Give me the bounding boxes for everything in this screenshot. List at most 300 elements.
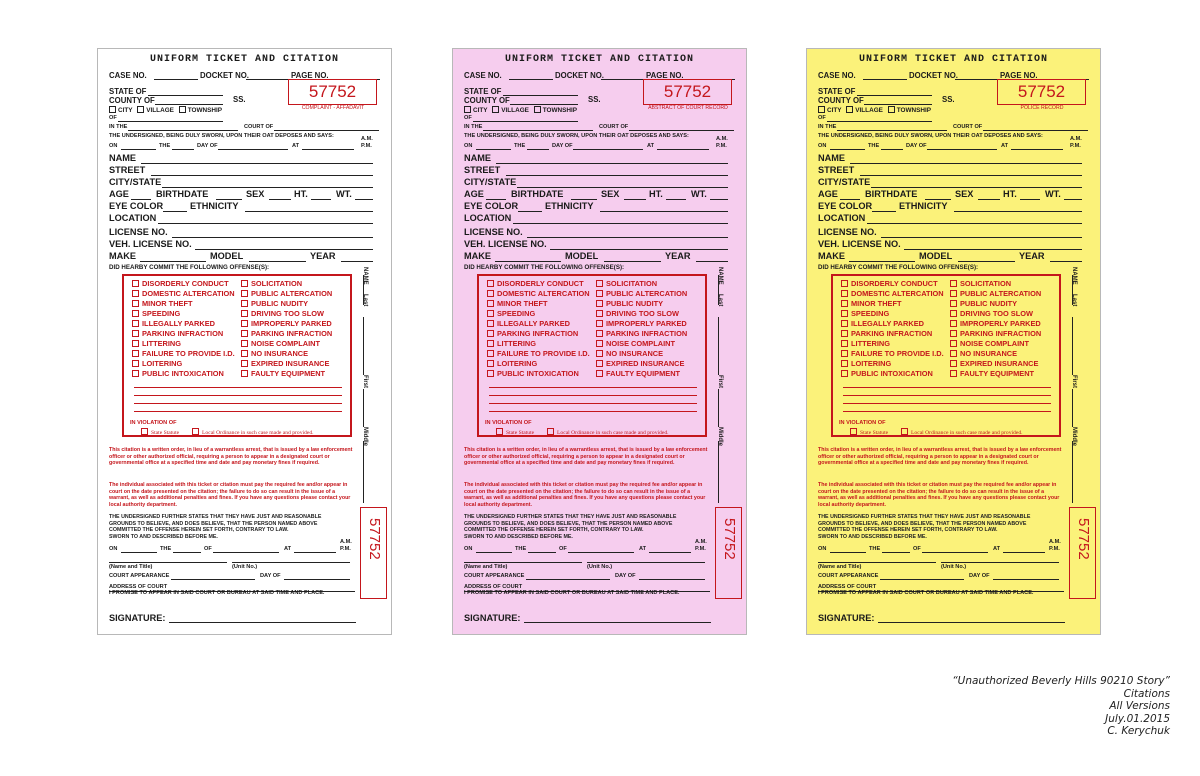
docket-no-label: DOCKET NO. — [555, 71, 604, 80]
offense-option[interactable] — [487, 319, 570, 328]
offense-label: LOITERING — [497, 359, 538, 368]
signature-line[interactable] — [878, 622, 1065, 623]
offense-label: MINOR THEFT — [851, 299, 902, 308]
payment-notice: The individual associated with this ticket or citation must pay the required fee and/or appear in court on the date presented on the citation; the failure to do so can result in the issue of a warrant, as well as additional penalties and fines. If you have any questions please contact your local authority department. — [818, 482, 1060, 509]
in-violation-of-label: IN VIOLATION OF — [130, 420, 177, 426]
name-title-label: (Name and Title) — [109, 564, 153, 570]
make-label: MAKE — [818, 251, 846, 261]
name-title-label: (Name and Title) — [818, 564, 862, 570]
offense-option[interactable] — [596, 349, 663, 358]
offense-label: MINOR THEFT — [497, 299, 548, 308]
offense-checkbox[interactable] — [841, 340, 848, 347]
offense-option[interactable] — [950, 329, 1041, 338]
signature-label: SIGNATURE: — [464, 613, 521, 623]
offense-checkbox[interactable] — [487, 340, 494, 347]
offense-option[interactable] — [841, 369, 933, 378]
offense-option[interactable] — [841, 359, 891, 368]
at-label-2: AT — [993, 546, 1001, 552]
offense-option[interactable] — [241, 369, 325, 378]
village-checkbox[interactable] — [846, 106, 853, 113]
township-checkbox[interactable] — [888, 106, 895, 113]
offense-label: PARKING INFRACTION — [251, 329, 333, 338]
offense-checkbox[interactable] — [841, 300, 848, 307]
offense-label: DRIVING TOO SLOW — [960, 309, 1033, 318]
offense-label: LITTERING — [142, 339, 182, 348]
sworn-before-label: SWORN TO AND DESCRIBED BEFORE ME. — [464, 534, 573, 540]
middle-name-label: Middle — [1071, 427, 1077, 446]
offense-label: NOISE COMPLAINT — [960, 339, 1029, 348]
offense-checkbox[interactable] — [950, 340, 957, 347]
copy-type-label: ABSTRACT OF COURT RECORD — [648, 105, 728, 111]
offense-option[interactable] — [841, 319, 924, 328]
offense-option[interactable] — [487, 339, 536, 348]
offense-checkbox[interactable] — [132, 340, 139, 347]
make-label: MAKE — [464, 251, 492, 261]
offense-option[interactable] — [950, 319, 1041, 328]
offense-option[interactable] — [132, 349, 235, 358]
local-ordinance-option[interactable]: Local Ordinance in such case made and provided. — [192, 428, 314, 437]
jurisdiction-checkboxes: CITY VILLAGE TOWNSHIP — [464, 106, 577, 114]
stub-number: 57752 — [721, 518, 738, 560]
offense-option[interactable] — [132, 309, 180, 318]
offense-checkbox[interactable] — [487, 310, 494, 317]
offense-option[interactable] — [950, 289, 1041, 298]
local-ordinance-option[interactable]: Local Ordinance in such case made and provided. — [901, 428, 1023, 437]
offense-checkbox[interactable] — [950, 280, 957, 287]
offense-checkbox[interactable] — [841, 320, 848, 327]
offense-checkbox[interactable] — [950, 290, 957, 297]
offense-label: EXPIRED INSURANCE — [960, 359, 1039, 368]
offense-label: PUBLIC NUDITY — [960, 299, 1018, 308]
local-ordinance-option[interactable]: Local Ordinance in such case made and provided. — [547, 428, 669, 437]
ht-label: HT. — [1003, 189, 1017, 199]
day-of-label-2: DAY OF — [969, 573, 990, 579]
court-of-label: COURT OF — [599, 124, 629, 130]
unit-no-label: (Unit No.) — [232, 564, 258, 570]
offense-checkbox[interactable] — [950, 300, 957, 307]
offense-label: DRIVING TOO SLOW — [251, 309, 324, 318]
city-checkbox[interactable] — [818, 106, 825, 113]
offense-option[interactable] — [241, 299, 308, 308]
birthdate-label: BIRTHDATE — [156, 189, 209, 199]
offense-option[interactable] — [132, 299, 193, 308]
eye-color-label: EYE COLOR — [109, 201, 164, 211]
offense-checkbox[interactable] — [841, 360, 848, 367]
offense-option[interactable] — [487, 299, 548, 308]
citation-stub — [360, 507, 387, 599]
license-no-label: LICENSE NO. — [818, 227, 877, 237]
name-side-label: NAME — [717, 267, 723, 285]
offense-label: EXPIRED INSURANCE — [606, 359, 685, 368]
offense-label: PARKING INFRACTION — [851, 329, 933, 338]
payment-notice: The individual associated with this ticket or citation must pay the required fee and/or appear in court on the date presented on the citation; the failure to do so can result in the issue of a warrant, as well as additional penalties and fines. If you have any questions please contact your local authority department. — [109, 482, 351, 509]
offenses-box — [477, 274, 707, 437]
offense-option[interactable] — [487, 289, 590, 298]
offense-checkbox[interactable] — [241, 290, 248, 297]
offense-checkbox[interactable] — [132, 300, 139, 307]
offense-option[interactable] — [241, 289, 332, 298]
caption-date: July.01.2015 — [1105, 712, 1170, 725]
sex-label: SEX — [955, 189, 974, 199]
offense-checkbox[interactable] — [487, 360, 494, 367]
offense-checkbox[interactable] — [841, 280, 848, 287]
year-label: YEAR — [310, 251, 336, 261]
offense-option[interactable] — [841, 289, 944, 298]
jurisdiction-checkboxes: CITY VILLAGE TOWNSHIP — [109, 106, 222, 114]
the-label: THE — [868, 143, 880, 149]
in-violation-of-label: IN VIOLATION OF — [485, 420, 532, 426]
offense-heading: DID HEARBY COMMIT THE FOLLOWING OFFENSE(S): — [818, 264, 979, 271]
offense-checkbox[interactable] — [596, 350, 603, 357]
name-label: NAME — [109, 153, 137, 163]
first-name-label: First — [362, 375, 368, 389]
offense-label: ILLEGALLY PARKED — [497, 319, 570, 328]
case-no-label: CASE NO. — [109, 71, 147, 80]
offense-option[interactable] — [950, 279, 1011, 288]
offense-option[interactable] — [596, 329, 687, 338]
offense-option[interactable] — [596, 369, 680, 378]
offense-option[interactable] — [950, 349, 1017, 358]
at-label-2: AT — [639, 546, 647, 552]
pm-label: P.M. — [361, 143, 372, 149]
offense-checkbox[interactable] — [241, 330, 248, 337]
offense-option[interactable] — [841, 329, 932, 338]
offense-option[interactable] — [487, 359, 537, 368]
name-label: NAME — [464, 153, 492, 163]
last-name-label: Last — [717, 294, 723, 307]
last-name-label: Last — [1071, 294, 1077, 307]
veh-license-no-label: VEH. LICENSE NO. — [109, 239, 192, 249]
offense-checkbox[interactable] — [950, 370, 957, 377]
offense-option[interactable] — [841, 349, 944, 358]
in-the-label: IN THE — [818, 124, 837, 130]
court-of-label: COURT OF — [244, 124, 274, 130]
county-of-label: COUNTY OF — [464, 96, 510, 105]
offense-checkbox[interactable] — [241, 310, 248, 317]
offense-option[interactable] — [132, 289, 235, 298]
year-label: YEAR — [665, 251, 691, 261]
offense-checkbox[interactable] — [596, 320, 603, 327]
wt-label: WT. — [691, 189, 707, 199]
sex-label: SEX — [246, 189, 265, 199]
offense-checkbox[interactable] — [596, 340, 603, 347]
offense-checkbox[interactable] — [241, 360, 248, 367]
offense-label: ILLEGALLY PARKED — [851, 319, 924, 328]
offense-checkbox[interactable] — [841, 330, 848, 337]
at-label: AT — [1001, 143, 1009, 149]
offense-label: LOITERING — [142, 359, 183, 368]
name-label: NAME — [818, 153, 846, 163]
citation-ticket-2 — [452, 48, 747, 635]
village-checkbox[interactable] — [137, 106, 144, 113]
offense-label: FAILURE TO PROVIDE I.D. — [497, 349, 590, 358]
offense-checkbox[interactable] — [132, 280, 139, 287]
offense-checkbox[interactable] — [950, 320, 957, 327]
offense-checkbox[interactable] — [596, 290, 603, 297]
citation-notice: This citation is a written order, in lieu of a warrantless arrest, that is issued by a law enforcement officer or other authorized official, requiring a person to appear in a designated court or governmental office at a specified time and date and pay monetary fines if required. — [818, 447, 1062, 467]
street-label: STREET — [818, 165, 855, 175]
offense-option[interactable] — [596, 319, 687, 328]
offense-checkbox[interactable] — [596, 280, 603, 287]
offense-option[interactable] — [950, 339, 1029, 348]
veh-license-no-label: VEH. LICENSE NO. — [464, 239, 547, 249]
offense-label: PARKING INFRACTION — [142, 329, 224, 338]
page-no-label: PAGE NO. — [291, 71, 329, 80]
offense-option[interactable] — [241, 279, 302, 288]
street-label: STREET — [109, 165, 146, 175]
offense-option[interactable] — [132, 359, 182, 368]
signature-line[interactable] — [169, 622, 356, 623]
offense-option[interactable] — [241, 349, 308, 358]
offense-checkbox[interactable] — [132, 290, 139, 297]
offense-label: PUBLIC INTOXICATION — [497, 369, 579, 378]
state-of-label: STATE OF — [818, 87, 856, 96]
township-checkbox[interactable] — [534, 106, 541, 113]
sex-label: SEX — [601, 189, 620, 199]
in-the-label: IN THE — [109, 124, 128, 130]
offense-checkbox[interactable] — [841, 370, 848, 377]
name-title-label: (Name and Title) — [464, 564, 508, 570]
location-label: LOCATION — [109, 213, 157, 223]
offense-option[interactable] — [487, 309, 535, 318]
offense-option[interactable] — [487, 369, 579, 378]
offense-label: NO INSURANCE — [251, 349, 309, 358]
offense-label: DISORDERLY CONDUCT — [851, 279, 938, 288]
offense-checkbox[interactable] — [487, 300, 494, 307]
license-no-label: LICENSE NO. — [109, 227, 168, 237]
city-checkbox[interactable] — [464, 106, 471, 113]
offense-option[interactable] — [596, 309, 679, 318]
offense-label: SPEEDING — [497, 309, 536, 318]
offense-checkbox[interactable] — [841, 290, 848, 297]
model-label: MODEL — [210, 251, 244, 261]
offense-checkbox[interactable] — [596, 360, 603, 367]
am-label-2: A.M. — [1049, 539, 1061, 545]
make-label: MAKE — [109, 251, 137, 261]
offense-checkbox[interactable] — [950, 330, 957, 337]
offense-option[interactable] — [241, 359, 329, 368]
offense-option[interactable] — [241, 329, 332, 338]
offense-option[interactable] — [841, 299, 902, 308]
offense-label: SOLICITATION — [251, 279, 303, 288]
offense-checkbox[interactable] — [487, 280, 494, 287]
offense-option[interactable] — [950, 369, 1034, 378]
offense-option[interactable] — [132, 279, 229, 288]
name-side-label: NAME — [1071, 267, 1077, 285]
offense-option[interactable] — [241, 319, 332, 328]
citation-notice: This citation is a written order, in lieu of a warrantless arrest, that is issued by a law enforcement officer or other authorized official, requiring a person to appear in a designated court or governmental office at a specified time and date and pay monetary fines if required. — [464, 447, 708, 467]
sworn-before-label: SWORN TO AND DESCRIBED BEFORE ME. — [109, 534, 218, 540]
pm-label-2: P.M. — [695, 546, 706, 552]
offense-option[interactable] — [132, 329, 223, 338]
further-statement: THE UNDERSIGNED FURTHER STATES THAT THEY HAVE JUST AND REASONABLE GROUNDS TO BELIEVE, AND DOES BELIEVE, THAT THE PERSON NAMED ABOVE COMMITTED THE OFFENSE HEREIN SET FORTH, CONTRARY TO LAW. — [109, 514, 322, 534]
offense-checkbox[interactable] — [487, 350, 494, 357]
offense-label: EXPIRED INSURANCE — [251, 359, 330, 368]
state-of-label: STATE OF — [464, 87, 502, 96]
caption-versions: All Versions — [1109, 700, 1170, 712]
offense-option[interactable] — [950, 299, 1017, 308]
offense-checkbox[interactable] — [950, 310, 957, 317]
offense-option[interactable] — [241, 309, 324, 318]
page-no-label: PAGE NO. — [646, 71, 684, 80]
offense-checkbox[interactable] — [950, 350, 957, 357]
offense-checkbox[interactable] — [241, 350, 248, 357]
age-label: AGE — [818, 189, 838, 199]
day-of-label: DAY OF — [197, 143, 218, 149]
location-label: LOCATION — [818, 213, 866, 223]
first-name-label: First — [717, 375, 723, 389]
offense-checkbox[interactable] — [241, 370, 248, 377]
county-of-label: COUNTY OF — [109, 96, 155, 105]
offense-label: FAILURE TO PROVIDE I.D. — [142, 349, 235, 358]
offense-checkbox[interactable] — [596, 370, 603, 377]
offense-checkbox[interactable] — [841, 310, 848, 317]
state-statute-option[interactable]: State Statute — [141, 428, 179, 437]
court-appearance-label: COURT APPEARANCE — [464, 573, 525, 579]
offense-label: FAILURE TO PROVIDE I.D. — [851, 349, 944, 358]
offense-option[interactable] — [596, 279, 657, 288]
offense-checkbox[interactable] — [487, 290, 494, 297]
copy-type-label: COMPLAINT - AFFADAVIT — [301, 105, 365, 111]
offense-option[interactable] — [487, 329, 578, 338]
page-no-label: PAGE NO. — [1000, 71, 1038, 80]
offense-checkbox[interactable] — [487, 330, 494, 337]
offense-option[interactable] — [841, 339, 890, 348]
offense-label: FAULTY EQUIPMENT — [606, 369, 681, 378]
township-checkbox[interactable] — [179, 106, 186, 113]
offense-checkbox[interactable] — [241, 280, 248, 287]
am-label-2: A.M. — [340, 539, 352, 545]
further-statement: THE UNDERSIGNED FURTHER STATES THAT THEY HAVE JUST AND REASONABLE GROUNDS TO BELIEVE, AND DOES BELIEVE, THAT THE PERSON NAMED ABOVE COMMITTED THE OFFENSE HEREIN SET FORTH, CONTRARY TO LAW. — [818, 514, 1031, 534]
court-appearance-label: COURT APPEARANCE — [109, 573, 170, 579]
pm-label-2: P.M. — [340, 546, 351, 552]
the-label-2: THE — [869, 546, 881, 552]
state-statute-option[interactable]: State Statute — [850, 428, 888, 437]
of-label-2: OF — [204, 546, 212, 552]
docket-no-label: DOCKET NO. — [200, 71, 249, 80]
caption-subject: Citations — [1123, 687, 1170, 700]
the-label-2: THE — [515, 546, 527, 552]
day-of-label-2: DAY OF — [615, 573, 636, 579]
offense-checkbox[interactable] — [132, 320, 139, 327]
offense-option[interactable] — [132, 319, 215, 328]
offense-label: PARKING INFRACTION — [606, 329, 688, 338]
offense-label: LITTERING — [851, 339, 891, 348]
name-side-label: NAME — [362, 267, 368, 285]
court-of-label: COURT OF — [953, 124, 983, 130]
offense-checkbox[interactable] — [132, 330, 139, 337]
case-no-label: CASE NO. — [464, 71, 502, 80]
offense-label: PUBLIC INTOXICATION — [851, 369, 933, 378]
offense-label: PUBLIC NUDITY — [251, 299, 309, 308]
model-label: MODEL — [565, 251, 599, 261]
first-name-label: First — [1071, 375, 1077, 389]
offense-label: PARKING INFRACTION — [960, 329, 1042, 338]
offense-label: DISORDERLY CONDUCT — [497, 279, 584, 288]
age-label: AGE — [109, 189, 129, 199]
offense-label: IMPROPERLY PARKED — [251, 319, 332, 328]
address-of-court-label: ADDRESS OF COURT — [464, 584, 523, 590]
citation-stub — [1069, 507, 1096, 599]
offense-option[interactable] — [241, 339, 320, 348]
pm-label: P.M. — [716, 143, 727, 149]
offense-checkbox[interactable] — [132, 350, 139, 357]
ethnicity-label: ETHNICITY — [190, 201, 239, 211]
day-of-label: DAY OF — [906, 143, 927, 149]
offense-option[interactable] — [950, 309, 1033, 318]
offense-label: PARKING INFRACTION — [497, 329, 579, 338]
offense-checkbox[interactable] — [241, 340, 248, 347]
offense-checkbox[interactable] — [241, 300, 248, 307]
city-checkbox[interactable] — [109, 106, 116, 113]
offense-checkbox[interactable] — [596, 310, 603, 317]
offense-checkbox[interactable] — [132, 310, 139, 317]
offense-option[interactable] — [596, 339, 675, 348]
city-state-label: CITY/STATE — [109, 177, 162, 187]
sworn-statement: THE UNDERSIGNED, BEING DULY SWORN, UPON THEIR OAT DEPOSES AND SAYS: — [818, 133, 1043, 139]
last-name-label: Last — [362, 294, 368, 307]
city-state-label: CITY/STATE — [464, 177, 517, 187]
citation-notice: This citation is a written order, in lieu of a warrantless arrest, that is issued by a law enforcement officer or other authorized official, requiring a person to appear in a designated court or governmental office at a specified time and date and pay monetary fines if required. — [109, 447, 353, 467]
offense-option[interactable] — [596, 299, 663, 308]
wt-label: WT. — [336, 189, 352, 199]
offense-checkbox[interactable] — [950, 360, 957, 367]
offense-checkbox[interactable] — [596, 330, 603, 337]
jurisdiction-checkboxes: CITY VILLAGE TOWNSHIP — [818, 106, 931, 114]
on-label: ON — [109, 143, 118, 149]
offense-option[interactable] — [596, 289, 687, 298]
offense-option[interactable] — [841, 279, 938, 288]
offense-heading: DID HEARBY COMMIT THE FOLLOWING OFFENSE(S): — [109, 264, 270, 271]
state-statute-option[interactable]: State Statute — [496, 428, 534, 437]
offense-checkbox[interactable] — [841, 350, 848, 357]
copy-type-label: POLICE RECORD — [1020, 105, 1064, 111]
offense-option[interactable] — [487, 349, 590, 358]
address-of-court-label: ADDRESS OF COURT — [818, 584, 877, 590]
offense-checkbox[interactable] — [132, 360, 139, 367]
offense-option[interactable] — [596, 359, 684, 368]
offense-option[interactable] — [132, 339, 181, 348]
day-of-label: DAY OF — [552, 143, 573, 149]
am-label-2: A.M. — [695, 539, 707, 545]
caption-author: C. Kerychuk — [1107, 725, 1170, 737]
offense-checkbox[interactable] — [241, 320, 248, 327]
offense-label: MINOR THEFT — [142, 299, 193, 308]
on-label-2: ON — [818, 546, 827, 552]
offense-label: NO INSURANCE — [606, 349, 664, 358]
offense-option[interactable] — [841, 309, 889, 318]
license-no-label: LICENSE NO. — [464, 227, 523, 237]
offense-checkbox[interactable] — [487, 320, 494, 327]
eye-color-label: EYE COLOR — [464, 201, 519, 211]
offense-option[interactable] — [132, 369, 224, 378]
offense-option[interactable] — [487, 279, 584, 288]
ticket-title: UNIFORM TICKET AND CITATION — [858, 54, 1049, 65]
signature-line[interactable] — [524, 622, 711, 623]
ss-label: SS. — [942, 95, 955, 104]
village-checkbox[interactable] — [492, 106, 499, 113]
offense-checkbox[interactable] — [487, 370, 494, 377]
offense-checkbox[interactable] — [132, 370, 139, 377]
offense-checkbox[interactable] — [596, 300, 603, 307]
street-label: STREET — [464, 165, 501, 175]
of-label-2: OF — [559, 546, 567, 552]
address-of-court-label: ADDRESS OF COURT — [109, 584, 168, 590]
offense-option[interactable] — [950, 359, 1038, 368]
offense-label: PUBLIC ALTERCATION — [960, 289, 1042, 298]
ss-label: SS. — [588, 95, 601, 104]
ht-label: HT. — [649, 189, 663, 199]
